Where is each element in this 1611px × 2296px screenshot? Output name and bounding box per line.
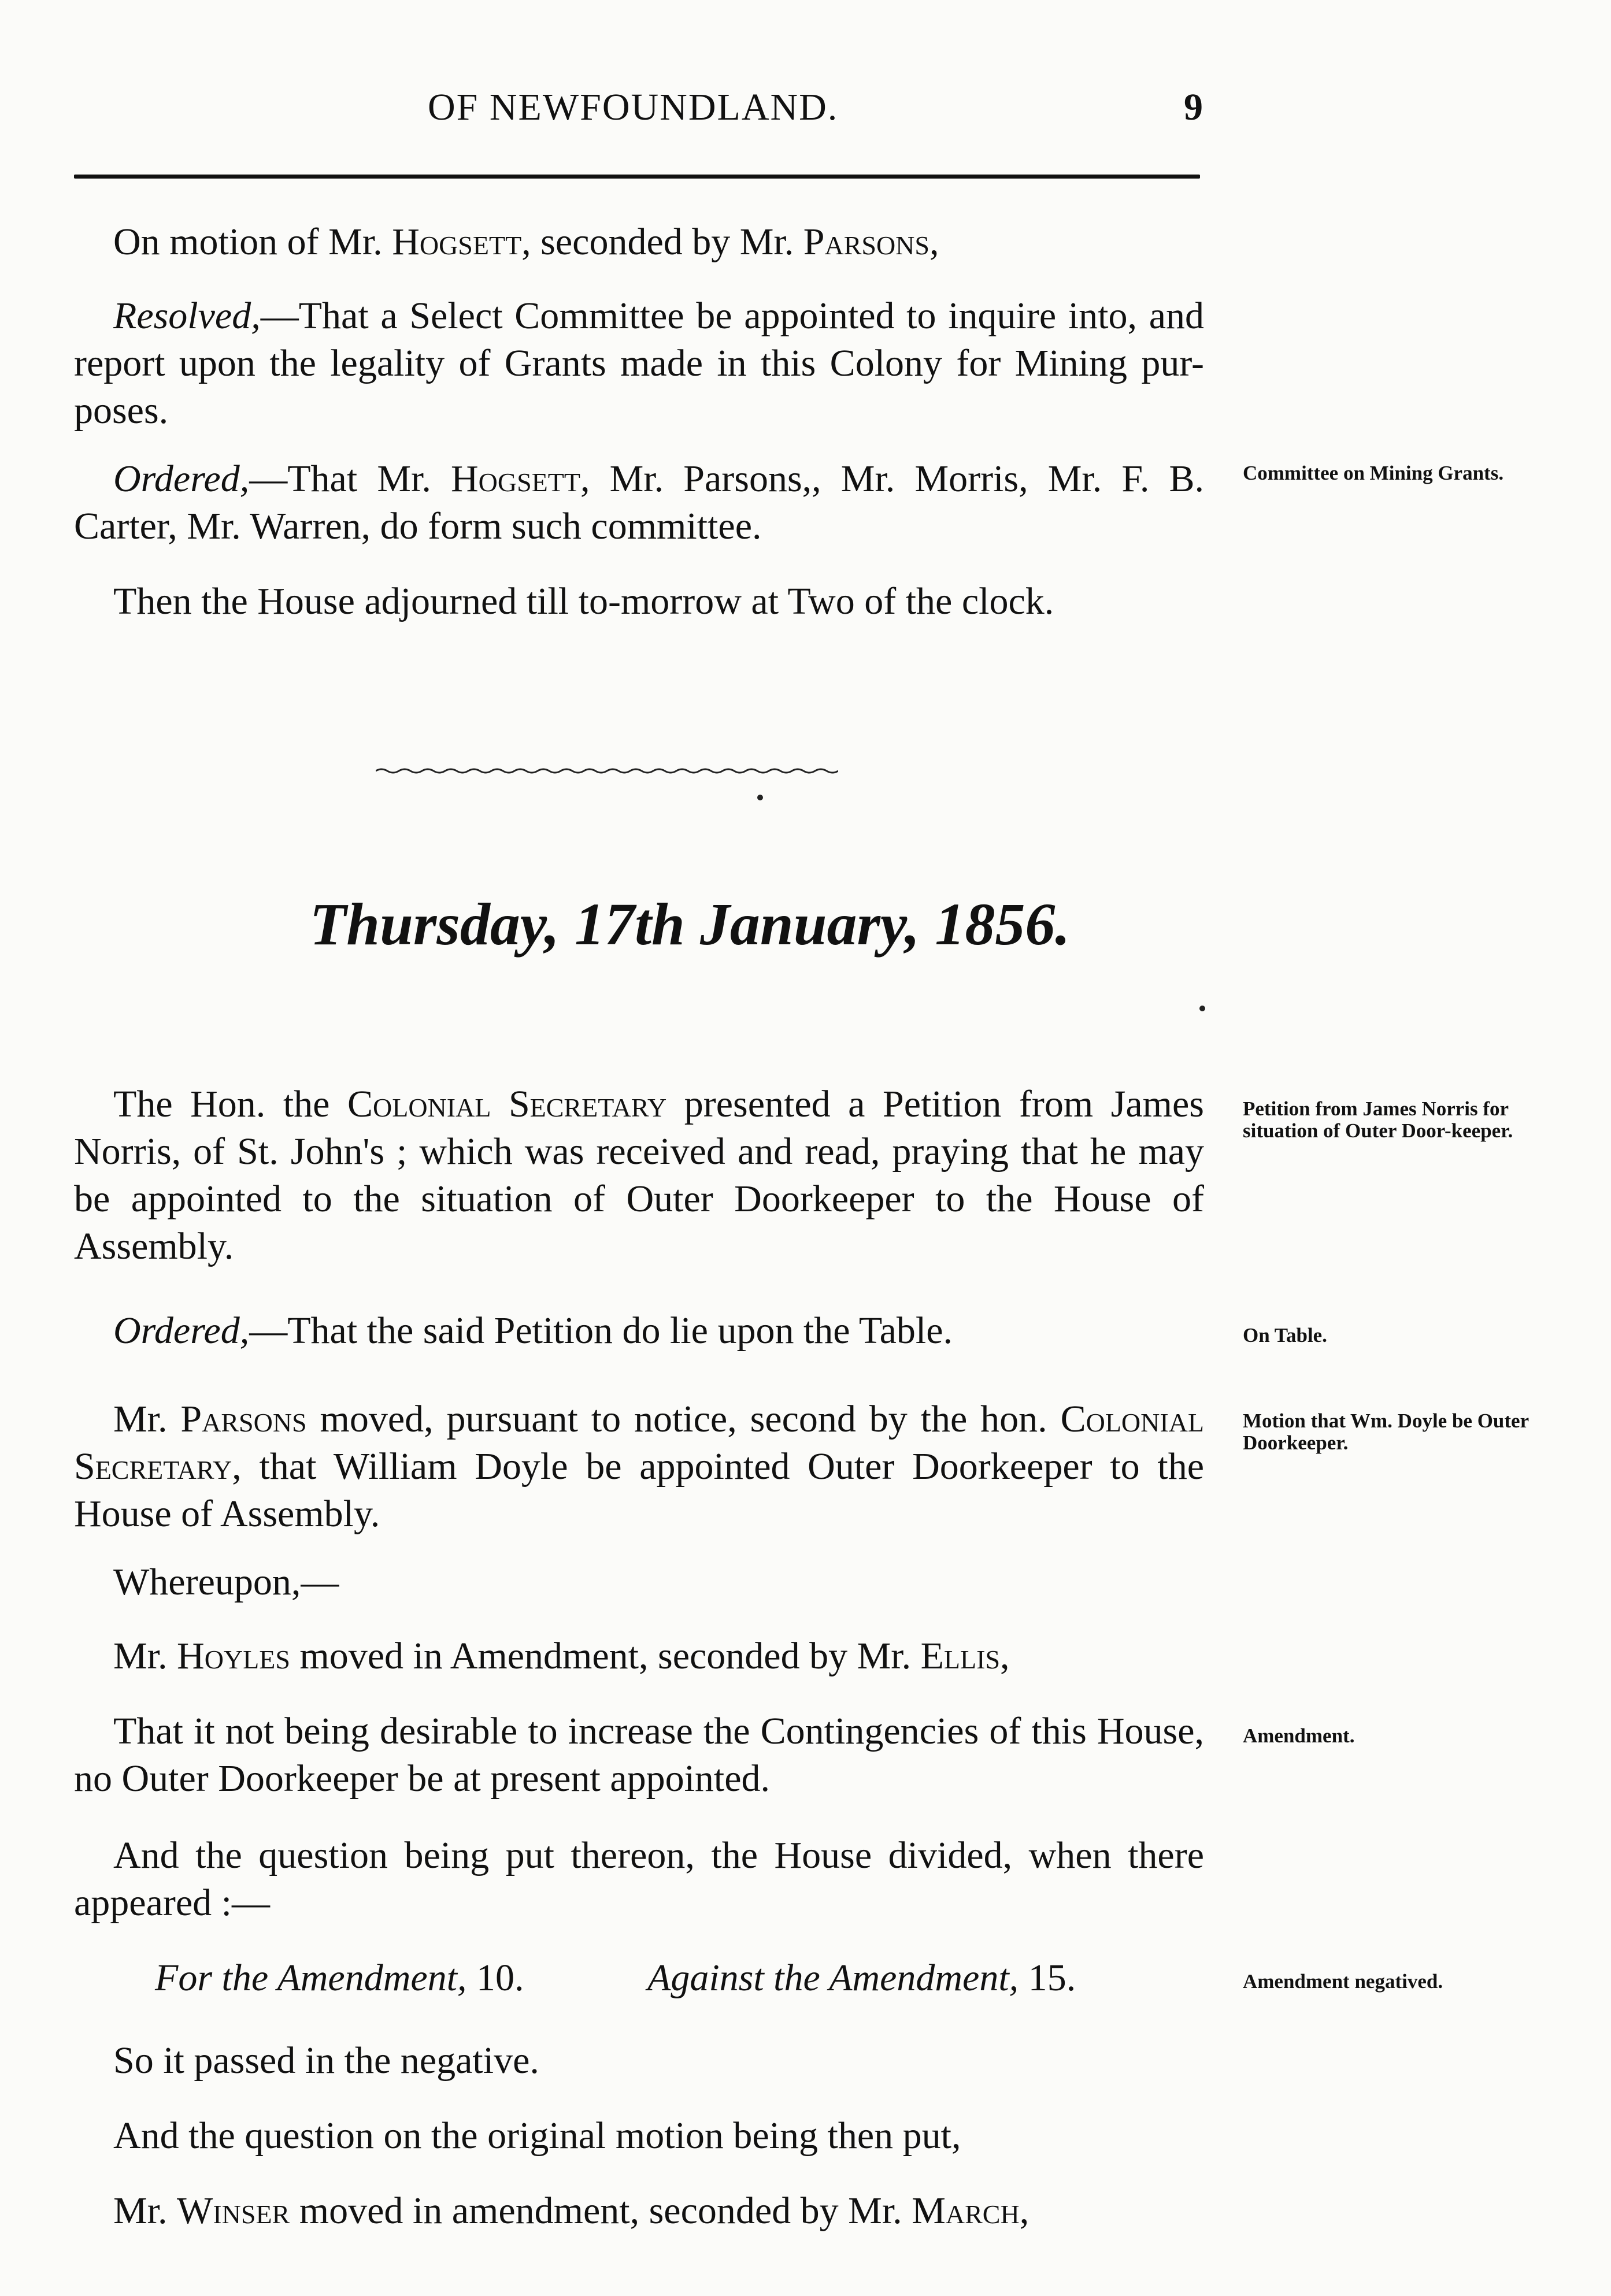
running-header-title: OF NEWFOUNDLAND. bbox=[428, 86, 839, 128]
paragraph-motion-doyle: Mr. Parsons moved, pursuant to notice, second by the hon. Colonial Secretary, that William Doyle be appointed Outer Doorkeeper to the House of Assembly. bbox=[74, 1398, 1204, 1535]
margin-note-committee: Committee on Mining Grants. bbox=[1243, 462, 1504, 484]
wavy-ornament-divider bbox=[376, 764, 838, 776]
speck-dot bbox=[757, 795, 763, 800]
paragraph-amendment-winser: Mr. Winser moved in amendment, seconded by Mr. March, bbox=[113, 2190, 1029, 2232]
paragraph-negative: So it passed in the negative. bbox=[113, 2039, 539, 2082]
margin-note-on-table: On Table. bbox=[1243, 1324, 1327, 1347]
paragraph-motion-hogsett: On motion of Mr. Hogsett, seconded by Mr. Parsons, bbox=[113, 221, 939, 263]
page-number: 9 bbox=[1184, 86, 1203, 128]
margin-note-motion: Motion that Wm. Doyle be Outer Doorkeeper. bbox=[1243, 1410, 1529, 1454]
division-for: For the Amendment, 10. bbox=[155, 1957, 524, 1999]
paragraph-resolved: Resolved,—That a Select Committee be appointed to inquire into, and report upon the legality of Grants made in this Colony for Mining pur-poses. bbox=[74, 295, 1204, 432]
paragraph-adjourned: Then the House adjourned till to-morrow at Two of the clock. bbox=[113, 580, 1054, 622]
paragraph-amendment-text: That it not being desirable to increase the Contingencies of this House, no Outer Doorkeeper be at present appointed. bbox=[74, 1710, 1204, 1800]
paragraph-amendment-hoyles: Mr. Hoyles moved in Amendment, seconded by Mr. Ellis, bbox=[113, 1635, 1010, 1677]
paragraph-ordered-table: Ordered,—That the said Petition do lie upon the Table. bbox=[113, 1310, 953, 1352]
paragraph-whereupon: Whereupon,— bbox=[113, 1561, 339, 1603]
division-against: Against the Amendment, 15. bbox=[647, 1957, 1076, 1999]
paragraph-petition: The Hon. the Colonial Secretary presented a Petition from James Norris, of St. John's ; which was received and read, praying that he may be appointed to the situation of Outer Doorkeeper to the House of Assembly. bbox=[74, 1083, 1204, 1267]
margin-note-petition: Petition from James Norris for situation of Outer Door-keeper. bbox=[1243, 1097, 1513, 1142]
speck-dot bbox=[1199, 1006, 1205, 1011]
date-heading: Thursday, 17th January, 1856. bbox=[309, 891, 1071, 958]
paragraph-division: And the question being put thereon, the House divided, when there appeared :— bbox=[74, 1834, 1204, 1924]
paragraph-ordered-committee: Ordered,—That Mr. Hogsett, Mr. Parsons,, Mr. Morris, Mr. F. B. Carter, Mr. Warren, do form such committee. bbox=[74, 458, 1204, 547]
header-rule bbox=[74, 175, 1200, 179]
paragraph-original-motion: And the question on the original motion being then put, bbox=[113, 2115, 961, 2157]
margin-note-amendment: Amendment. bbox=[1243, 1724, 1355, 1747]
margin-note-negatived: Amendment negatived. bbox=[1243, 1970, 1443, 1993]
